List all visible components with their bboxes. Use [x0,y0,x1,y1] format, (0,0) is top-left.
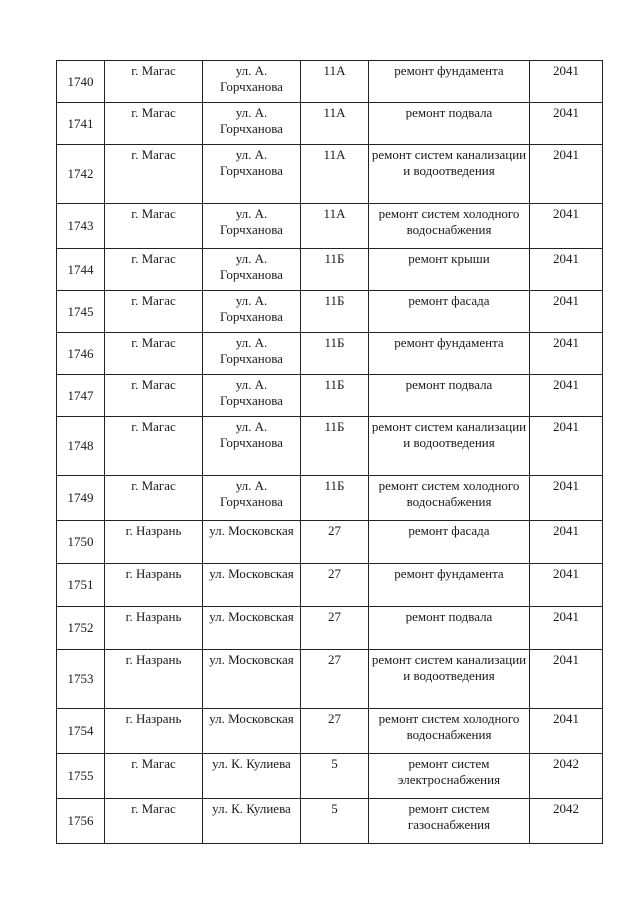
work-type-cell: ремонт крыши [369,249,530,291]
house-cell: 11Б [301,333,369,375]
city-cell: г. Назрань [105,709,203,754]
city-cell: г. Назрань [105,564,203,607]
city-cell: г. Назрань [105,650,203,709]
city-cell: г. Магас [105,204,203,249]
street-cell: ул. А. Горчханова [203,249,301,291]
house-cell: 5 [301,754,369,799]
work-type-cell: ремонт подвала [369,103,530,145]
street-cell: ул. Московская [203,709,301,754]
year-cell: 2041 [530,145,603,204]
street-cell: ул. Московская [203,521,301,564]
work-type-cell: ремонт систем канализации и водоотведения [369,145,530,204]
street-cell: ул. А. Горчханова [203,417,301,476]
table-row [57,333,603,375]
row-number: 1746 [57,333,105,375]
house-cell: 27 [301,564,369,607]
city-cell: г. Магас [105,333,203,375]
table-row [57,754,603,799]
street-cell: ул. А. Горчханова [203,61,301,103]
house-cell: 11Б [301,417,369,476]
work-type-cell: ремонт систем электроснабжения [369,754,530,799]
row-number: 1744 [57,249,105,291]
year-cell: 2041 [530,291,603,333]
street-cell: ул. А. Горчханова [203,476,301,521]
city-cell: г. Назрань [105,607,203,650]
year-cell: 2041 [530,61,603,103]
street-cell: ул. К. Кулиева [203,799,301,844]
city-cell: г. Магас [105,61,203,103]
street-cell: ул. А. Горчханова [203,291,301,333]
year-cell: 2041 [530,333,603,375]
street-cell: ул. Московская [203,650,301,709]
table-row [57,375,603,417]
row-number: 1750 [57,521,105,564]
year-cell: 2041 [530,204,603,249]
city-cell: г. Магас [105,249,203,291]
year-cell: 2041 [530,249,603,291]
table-row [57,145,603,204]
house-cell: 11А [301,204,369,249]
city-cell: г. Магас [105,291,203,333]
row-number: 1742 [57,145,105,204]
table-row [57,417,603,476]
year-cell: 2041 [530,417,603,476]
row-number: 1743 [57,204,105,249]
city-cell: г. Магас [105,754,203,799]
street-cell: ул. А. Горчханова [203,204,301,249]
street-cell: ул. Московская [203,607,301,650]
city-cell: г. Магас [105,476,203,521]
year-cell: 2041 [530,103,603,145]
year-cell: 2041 [530,476,603,521]
year-cell: 2042 [530,754,603,799]
row-number: 1748 [57,417,105,476]
work-type-cell: ремонт фундамента [369,564,530,607]
work-type-cell: ремонт систем холодного водоснабжения [369,709,530,754]
row-number: 1753 [57,650,105,709]
city-cell: г. Магас [105,145,203,204]
table-row [57,61,603,103]
row-number: 1749 [57,476,105,521]
city-cell: г. Магас [105,103,203,145]
house-cell: 11А [301,145,369,204]
table-row [57,103,603,145]
row-number: 1741 [57,103,105,145]
city-cell: г. Магас [105,417,203,476]
row-number: 1752 [57,607,105,650]
table-row [57,799,603,844]
year-cell: 2041 [530,521,603,564]
row-number: 1754 [57,709,105,754]
street-cell: ул. А. Горчханова [203,145,301,204]
house-cell: 27 [301,650,369,709]
house-cell: 27 [301,709,369,754]
house-cell: 27 [301,607,369,650]
table-row [57,607,603,650]
table-row [57,709,603,754]
city-cell: г. Назрань [105,521,203,564]
work-type-cell: ремонт подвала [369,375,530,417]
work-type-cell: ремонт систем канализации и водоотведения [369,650,530,709]
house-cell: 11А [301,61,369,103]
house-cell: 11А [301,103,369,145]
house-cell: 27 [301,521,369,564]
house-cell: 5 [301,799,369,844]
street-cell: ул. А. Горчханова [203,103,301,145]
table-row [57,521,603,564]
table-row [57,564,603,607]
table-row [57,650,603,709]
row-number: 1756 [57,799,105,844]
row-number: 1747 [57,375,105,417]
year-cell: 2041 [530,375,603,417]
year-cell: 2041 [530,650,603,709]
work-type-cell: ремонт систем холодного водоснабжения [369,476,530,521]
year-cell: 2041 [530,564,603,607]
year-cell: 2041 [530,709,603,754]
work-type-cell: ремонт фундамента [369,61,530,103]
row-number: 1755 [57,754,105,799]
work-type-cell: ремонт фундамента [369,333,530,375]
row-number: 1740 [57,61,105,103]
row-number: 1745 [57,291,105,333]
table-row [57,204,603,249]
row-number: 1751 [57,564,105,607]
work-type-cell: ремонт систем холодного водоснабжения [369,204,530,249]
street-cell: ул. А. Горчханова [203,375,301,417]
work-type-cell: ремонт систем газоснабжения [369,799,530,844]
house-cell: 11Б [301,375,369,417]
street-cell: ул. А. Горчханова [203,333,301,375]
work-type-cell: ремонт фасада [369,291,530,333]
table-row [57,476,603,521]
year-cell: 2042 [530,799,603,844]
city-cell: г. Магас [105,799,203,844]
table-body [57,61,603,844]
work-type-cell: ремонт подвала [369,607,530,650]
house-cell: 11Б [301,291,369,333]
house-cell: 11Б [301,476,369,521]
table-row [57,249,603,291]
repair-schedule-table [56,60,603,844]
year-cell: 2041 [530,607,603,650]
work-type-cell: ремонт фасада [369,521,530,564]
city-cell: г. Магас [105,375,203,417]
table-row [57,291,603,333]
house-cell: 11Б [301,249,369,291]
street-cell: ул. Московская [203,564,301,607]
work-type-cell: ремонт систем канализации и водоотведения [369,417,530,476]
street-cell: ул. К. Кулиева [203,754,301,799]
